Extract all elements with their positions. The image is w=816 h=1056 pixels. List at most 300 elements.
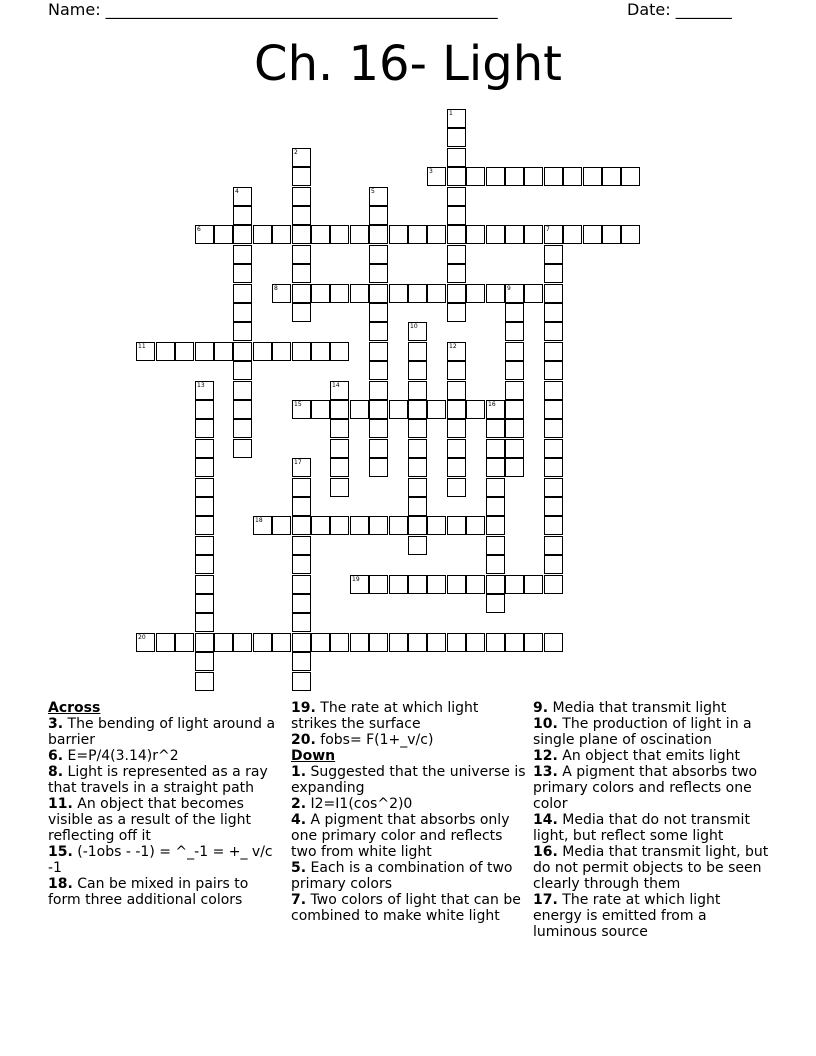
clue-number-label: 4. [291, 812, 307, 828]
grid-cell[interactable] [447, 381, 466, 400]
grid-cell[interactable] [369, 458, 388, 477]
grid-cell[interactable] [427, 167, 446, 186]
grid-cell[interactable] [486, 458, 505, 477]
grid-cell[interactable] [233, 361, 252, 380]
grid-cell[interactable] [486, 284, 505, 303]
grid-cell[interactable] [408, 575, 427, 594]
grid-cell[interactable] [447, 109, 466, 128]
grid-cell[interactable] [486, 555, 505, 574]
grid-cell[interactable] [233, 439, 252, 458]
grid-cell[interactable] [156, 342, 175, 361]
clue [533, 716, 773, 748]
grid-cell[interactable] [369, 322, 388, 341]
grid-cell[interactable] [292, 594, 311, 613]
grid-cell[interactable] [486, 594, 505, 613]
clue-number-label: 12. [533, 748, 558, 764]
grid-cell[interactable] [292, 303, 311, 322]
grid-cell[interactable] [233, 400, 252, 419]
grid-cell[interactable] [292, 458, 311, 477]
grid-cell[interactable] [195, 439, 214, 458]
grid-cell[interactable] [544, 322, 563, 341]
grid-cell[interactable] [292, 245, 311, 264]
grid-cell[interactable] [195, 652, 214, 671]
clue-number: 9 [507, 285, 511, 292]
grid-cell[interactable] [311, 225, 330, 244]
grid-cell[interactable] [350, 225, 369, 244]
clue-number: 6 [197, 226, 201, 233]
grid-cell[interactable] [350, 633, 369, 652]
grid-cell[interactable] [389, 400, 408, 419]
grid-cell[interactable] [369, 439, 388, 458]
grid-cell[interactable] [292, 575, 311, 594]
grid-cell[interactable] [505, 575, 524, 594]
grid-cell[interactable] [292, 536, 311, 555]
grid-cell[interactable] [544, 381, 563, 400]
grid-cell[interactable] [524, 225, 543, 244]
grid-cell[interactable] [311, 633, 330, 652]
grid-cell[interactable] [408, 419, 427, 438]
grid-cell[interactable] [408, 633, 427, 652]
grid-cell[interactable] [233, 322, 252, 341]
grid-cell[interactable] [369, 575, 388, 594]
grid-cell[interactable] [408, 381, 427, 400]
grid-cell[interactable] [311, 400, 330, 419]
grid-cell[interactable] [369, 400, 388, 419]
grid-cell[interactable] [233, 264, 252, 283]
grid-cell[interactable] [253, 516, 272, 535]
clue-text: Light is represented as a ray that travels in a straight path [48, 764, 268, 796]
grid-cell[interactable] [175, 633, 194, 652]
grid-cell[interactable] [408, 458, 427, 477]
grid-cell[interactable] [272, 225, 291, 244]
grid-cell[interactable] [447, 575, 466, 594]
clue-number: 11 [138, 343, 146, 350]
grid-cell[interactable] [544, 245, 563, 264]
grid-cell[interactable] [369, 342, 388, 361]
grid-cell[interactable] [330, 633, 349, 652]
grid-cell[interactable] [272, 342, 291, 361]
grid-cell[interactable] [389, 284, 408, 303]
grid-cell[interactable] [292, 400, 311, 419]
grid-cell[interactable] [330, 400, 349, 419]
clue-number: 8 [274, 285, 278, 292]
clue-number-label: 20. [291, 732, 316, 748]
grid-cell[interactable] [408, 516, 427, 535]
grid-cell[interactable] [408, 497, 427, 516]
grid-cell[interactable] [466, 400, 485, 419]
grid-cell[interactable] [447, 128, 466, 147]
grid-cell[interactable] [447, 148, 466, 167]
grid-cell[interactable] [524, 167, 543, 186]
grid-cell[interactable] [466, 575, 485, 594]
grid-cell[interactable] [233, 303, 252, 322]
grid-cell[interactable] [195, 478, 214, 497]
grid-cell[interactable] [292, 167, 311, 186]
grid-cell[interactable] [544, 225, 563, 244]
grid-cell[interactable] [292, 225, 311, 244]
clue-text: The rate at which light energy is emitted from a luminous source [533, 892, 721, 940]
across-heading: Across [48, 700, 101, 716]
grid-cell[interactable] [544, 478, 563, 497]
grid-cell[interactable] [175, 342, 194, 361]
grid-cell[interactable] [292, 652, 311, 671]
grid-cell[interactable] [427, 633, 446, 652]
grid-cell[interactable] [447, 187, 466, 206]
grid-cell[interactable] [233, 245, 252, 264]
clue-number: 4 [235, 188, 239, 195]
clues-column-3 [533, 700, 773, 940]
grid-cell[interactable] [350, 575, 369, 594]
grid-cell[interactable] [486, 536, 505, 555]
grid-cell[interactable] [544, 575, 563, 594]
grid-cell[interactable] [330, 516, 349, 535]
grid-cell[interactable] [195, 672, 214, 691]
grid-cell[interactable] [311, 516, 330, 535]
grid-cell[interactable] [505, 342, 524, 361]
grid-cell[interactable] [292, 148, 311, 167]
clue [533, 764, 773, 812]
grid-cell[interactable] [214, 225, 233, 244]
grid-cell[interactable] [350, 400, 369, 419]
clue-number: 3 [429, 168, 433, 175]
grid-cell[interactable] [505, 439, 524, 458]
grid-cell[interactable] [195, 497, 214, 516]
grid-cell[interactable] [583, 225, 602, 244]
grid-cell[interactable] [369, 206, 388, 225]
grid-cell[interactable] [408, 478, 427, 497]
clue [48, 764, 280, 796]
grid-cell[interactable] [524, 633, 543, 652]
clue-number-label: 11. [48, 796, 73, 812]
grid-cell[interactable] [505, 458, 524, 477]
grid-cell[interactable] [544, 536, 563, 555]
grid-cell[interactable] [544, 167, 563, 186]
grid-cell[interactable] [195, 536, 214, 555]
clues-column-2 [291, 700, 527, 924]
grid-cell[interactable] [408, 439, 427, 458]
grid-cell[interactable] [544, 400, 563, 419]
grid-cell[interactable] [389, 516, 408, 535]
grid-cell[interactable] [408, 284, 427, 303]
grid-cell[interactable] [330, 439, 349, 458]
grid-cell[interactable] [330, 381, 349, 400]
grid-cell[interactable] [136, 342, 155, 361]
grid-cell[interactable] [330, 458, 349, 477]
grid-cell[interactable] [524, 284, 543, 303]
grid-cell[interactable] [408, 400, 427, 419]
clue-text: Suggested that the universe is expanding [291, 764, 526, 796]
grid-cell[interactable] [389, 225, 408, 244]
clue-number-label: 17. [533, 892, 558, 908]
grid-cell[interactable] [233, 633, 252, 652]
grid-cell[interactable] [408, 361, 427, 380]
grid-cell[interactable] [505, 303, 524, 322]
grid-cell[interactable] [544, 439, 563, 458]
grid-cell[interactable] [544, 458, 563, 477]
clue-number: 2 [294, 149, 298, 156]
grid-cell[interactable] [447, 167, 466, 186]
grid-cell[interactable] [505, 167, 524, 186]
date-field[interactable]: Date: _______ [627, 0, 732, 19]
grid-cell[interactable] [292, 284, 311, 303]
grid-cell[interactable] [369, 245, 388, 264]
grid-cell[interactable] [292, 672, 311, 691]
grid-cell[interactable] [350, 284, 369, 303]
grid-cell[interactable] [447, 400, 466, 419]
clue-number-label: 8. [48, 764, 64, 780]
grid-cell[interactable] [195, 516, 214, 535]
clue-text: An object that emits light [557, 748, 741, 764]
down-heading: Down [291, 748, 336, 764]
clue [291, 700, 527, 732]
grid-cell[interactable] [292, 342, 311, 361]
grid-cell[interactable] [350, 516, 369, 535]
grid-cell[interactable] [136, 633, 155, 652]
grid-cell[interactable] [253, 633, 272, 652]
grid-cell[interactable] [505, 381, 524, 400]
clue-text: Media that transmit light [548, 700, 727, 716]
clue [48, 796, 280, 844]
grid-cell[interactable] [233, 342, 252, 361]
grid-cell[interactable] [292, 187, 311, 206]
clue [291, 796, 527, 812]
clue-number-label: 14. [533, 812, 558, 828]
grid-cell[interactable] [292, 613, 311, 632]
grid-cell[interactable] [621, 225, 640, 244]
grid-cell[interactable] [330, 419, 349, 438]
grid-cell[interactable] [253, 342, 272, 361]
grid-cell[interactable] [408, 322, 427, 341]
grid-cell[interactable] [389, 575, 408, 594]
grid-cell[interactable] [369, 419, 388, 438]
grid-cell[interactable] [272, 516, 291, 535]
grid-cell[interactable] [292, 206, 311, 225]
grid-cell[interactable] [233, 284, 252, 303]
clue [291, 812, 527, 860]
clue-number-label: 18. [48, 876, 73, 892]
grid-cell[interactable] [292, 555, 311, 574]
grid-cell[interactable] [486, 439, 505, 458]
grid-cell[interactable] [486, 633, 505, 652]
clue-number: 15 [294, 401, 302, 408]
grid-cell[interactable] [602, 167, 621, 186]
grid-cell[interactable] [447, 458, 466, 477]
grid-cell[interactable] [233, 206, 252, 225]
clue-text: Can be mixed in pairs to form three additional colors [48, 876, 249, 908]
grid-cell[interactable] [195, 419, 214, 438]
grid-cell[interactable] [486, 225, 505, 244]
grid-cell[interactable] [524, 575, 543, 594]
grid-cell[interactable] [447, 264, 466, 283]
grid-cell[interactable] [486, 419, 505, 438]
grid-cell[interactable] [563, 225, 582, 244]
clue [48, 716, 280, 748]
clue-number: 20 [138, 634, 146, 641]
grid-cell[interactable] [505, 322, 524, 341]
clue [291, 860, 527, 892]
grid-cell[interactable] [195, 458, 214, 477]
grid-cell[interactable] [389, 633, 408, 652]
grid-cell[interactable] [195, 342, 214, 361]
grid-cell[interactable] [505, 225, 524, 244]
grid-cell[interactable] [544, 303, 563, 322]
clue-text: fobs= F(1+_v/c) [315, 732, 434, 748]
grid-cell[interactable] [544, 633, 563, 652]
grid-cell[interactable] [505, 419, 524, 438]
grid-cell[interactable] [330, 342, 349, 361]
grid-cell[interactable] [369, 361, 388, 380]
grid-cell[interactable] [369, 303, 388, 322]
grid-cell[interactable] [447, 439, 466, 458]
grid-cell[interactable] [447, 225, 466, 244]
grid-cell[interactable] [311, 342, 330, 361]
grid-cell[interactable] [369, 187, 388, 206]
grid-cell[interactable] [486, 575, 505, 594]
clue-text: Two colors of light that can be combined to make white light [291, 892, 521, 924]
page-title: Ch. 16- Light [254, 36, 562, 92]
clue [291, 764, 527, 796]
grid-cell[interactable] [447, 419, 466, 438]
grid-cell[interactable] [447, 342, 466, 361]
clue-text: A pigment that absorbs only one primary color and reflects two from white light [291, 812, 510, 860]
grid-cell[interactable] [233, 419, 252, 438]
grid-cell[interactable] [602, 225, 621, 244]
grid-cell[interactable] [408, 225, 427, 244]
grid-cell[interactable] [369, 516, 388, 535]
grid-cell[interactable] [486, 478, 505, 497]
clue-number-label: 2. [291, 796, 307, 812]
grid-cell[interactable] [369, 381, 388, 400]
grid-cell[interactable] [544, 555, 563, 574]
clue-text: The rate at which light strikes the surface [291, 700, 479, 732]
grid-cell[interactable] [272, 633, 291, 652]
clue-number: 19 [352, 576, 360, 583]
name-field[interactable]: Name: _________________________________________________ [48, 0, 498, 19]
grid-cell[interactable] [447, 516, 466, 535]
grid-cell[interactable] [427, 516, 446, 535]
grid-cell[interactable] [621, 167, 640, 186]
grid-cell[interactable] [544, 361, 563, 380]
grid-cell[interactable] [505, 400, 524, 419]
grid-cell[interactable] [544, 342, 563, 361]
grid-cell[interactable] [272, 284, 291, 303]
grid-cell[interactable] [156, 633, 175, 652]
clue-number-label: 10. [533, 716, 558, 732]
grid-cell[interactable] [233, 225, 252, 244]
grid-cell[interactable] [486, 516, 505, 535]
grid-cell[interactable] [311, 284, 330, 303]
grid-cell[interactable] [330, 284, 349, 303]
grid-cell[interactable] [486, 167, 505, 186]
grid-cell[interactable] [505, 361, 524, 380]
grid-cell[interactable] [195, 555, 214, 574]
clue-text: Each is a combination of two primary colors [291, 860, 513, 892]
grid-cell[interactable] [466, 167, 485, 186]
grid-cell[interactable] [427, 284, 446, 303]
grid-cell[interactable] [214, 342, 233, 361]
clue [533, 844, 773, 892]
grid-cell[interactable] [369, 633, 388, 652]
grid-cell[interactable] [253, 225, 272, 244]
grid-cell[interactable] [466, 225, 485, 244]
clue-number-label: 9. [533, 700, 549, 716]
grid-cell[interactable] [505, 284, 524, 303]
grid-cell[interactable] [447, 303, 466, 322]
grid-cell[interactable] [195, 575, 214, 594]
clue-number: 17 [294, 459, 302, 466]
grid-cell[interactable] [447, 478, 466, 497]
grid-cell[interactable] [447, 633, 466, 652]
grid-cell[interactable] [369, 225, 388, 244]
grid-cell[interactable] [330, 225, 349, 244]
grid-cell[interactable] [195, 613, 214, 632]
grid-cell[interactable] [505, 633, 524, 652]
clue [48, 844, 280, 876]
clue-number-label: 6. [48, 748, 64, 764]
grid-cell[interactable] [447, 284, 466, 303]
clue-number: 13 [197, 382, 205, 389]
grid-cell[interactable] [427, 400, 446, 419]
clue-number: 1 [449, 110, 453, 117]
grid-cell[interactable] [563, 167, 582, 186]
grid-cell[interactable] [447, 361, 466, 380]
grid-cell[interactable] [583, 167, 602, 186]
clue-text: Media that do not transmit light, but reflect some light [533, 812, 750, 844]
grid-cell[interactable] [214, 633, 233, 652]
grid-cell[interactable] [466, 633, 485, 652]
grid-cell[interactable] [292, 497, 311, 516]
grid-cell[interactable] [195, 225, 214, 244]
grid-cell[interactable] [447, 245, 466, 264]
grid-cell[interactable] [486, 400, 505, 419]
grid-cell[interactable] [544, 264, 563, 283]
grid-cell[interactable] [292, 516, 311, 535]
grid-cell[interactable] [408, 342, 427, 361]
grid-cell[interactable] [195, 594, 214, 613]
grid-cell[interactable] [195, 633, 214, 652]
grid-cell[interactable] [544, 497, 563, 516]
grid-cell[interactable] [292, 264, 311, 283]
grid-cell[interactable] [292, 633, 311, 652]
grid-cell[interactable] [486, 497, 505, 516]
grid-cell[interactable] [233, 381, 252, 400]
grid-cell[interactable] [195, 400, 214, 419]
grid-cell[interactable] [369, 264, 388, 283]
grid-cell[interactable] [544, 419, 563, 438]
clue-number-label: 1. [291, 764, 307, 780]
grid-cell[interactable] [233, 187, 252, 206]
clue [291, 892, 527, 924]
grid-cell[interactable] [427, 225, 446, 244]
clue-number-label: 7. [291, 892, 307, 908]
grid-cell[interactable] [427, 575, 446, 594]
clue-number: 12 [449, 343, 457, 350]
grid-cell[interactable] [466, 284, 485, 303]
grid-cell[interactable] [369, 284, 388, 303]
grid-cell[interactable] [466, 516, 485, 535]
clue [291, 732, 527, 748]
grid-cell[interactable] [292, 478, 311, 497]
grid-cell[interactable] [447, 206, 466, 225]
grid-cell[interactable] [544, 284, 563, 303]
clue [48, 748, 280, 764]
grid-cell[interactable] [408, 536, 427, 555]
grid-cell[interactable] [544, 516, 563, 535]
grid-cell[interactable] [195, 381, 214, 400]
grid-cell[interactable] [330, 478, 349, 497]
clue-text: I2=I1(cos^2)0 [306, 796, 413, 812]
clue-text: Media that transmit light, but do not permit objects to be seen clearly through them [533, 844, 769, 892]
